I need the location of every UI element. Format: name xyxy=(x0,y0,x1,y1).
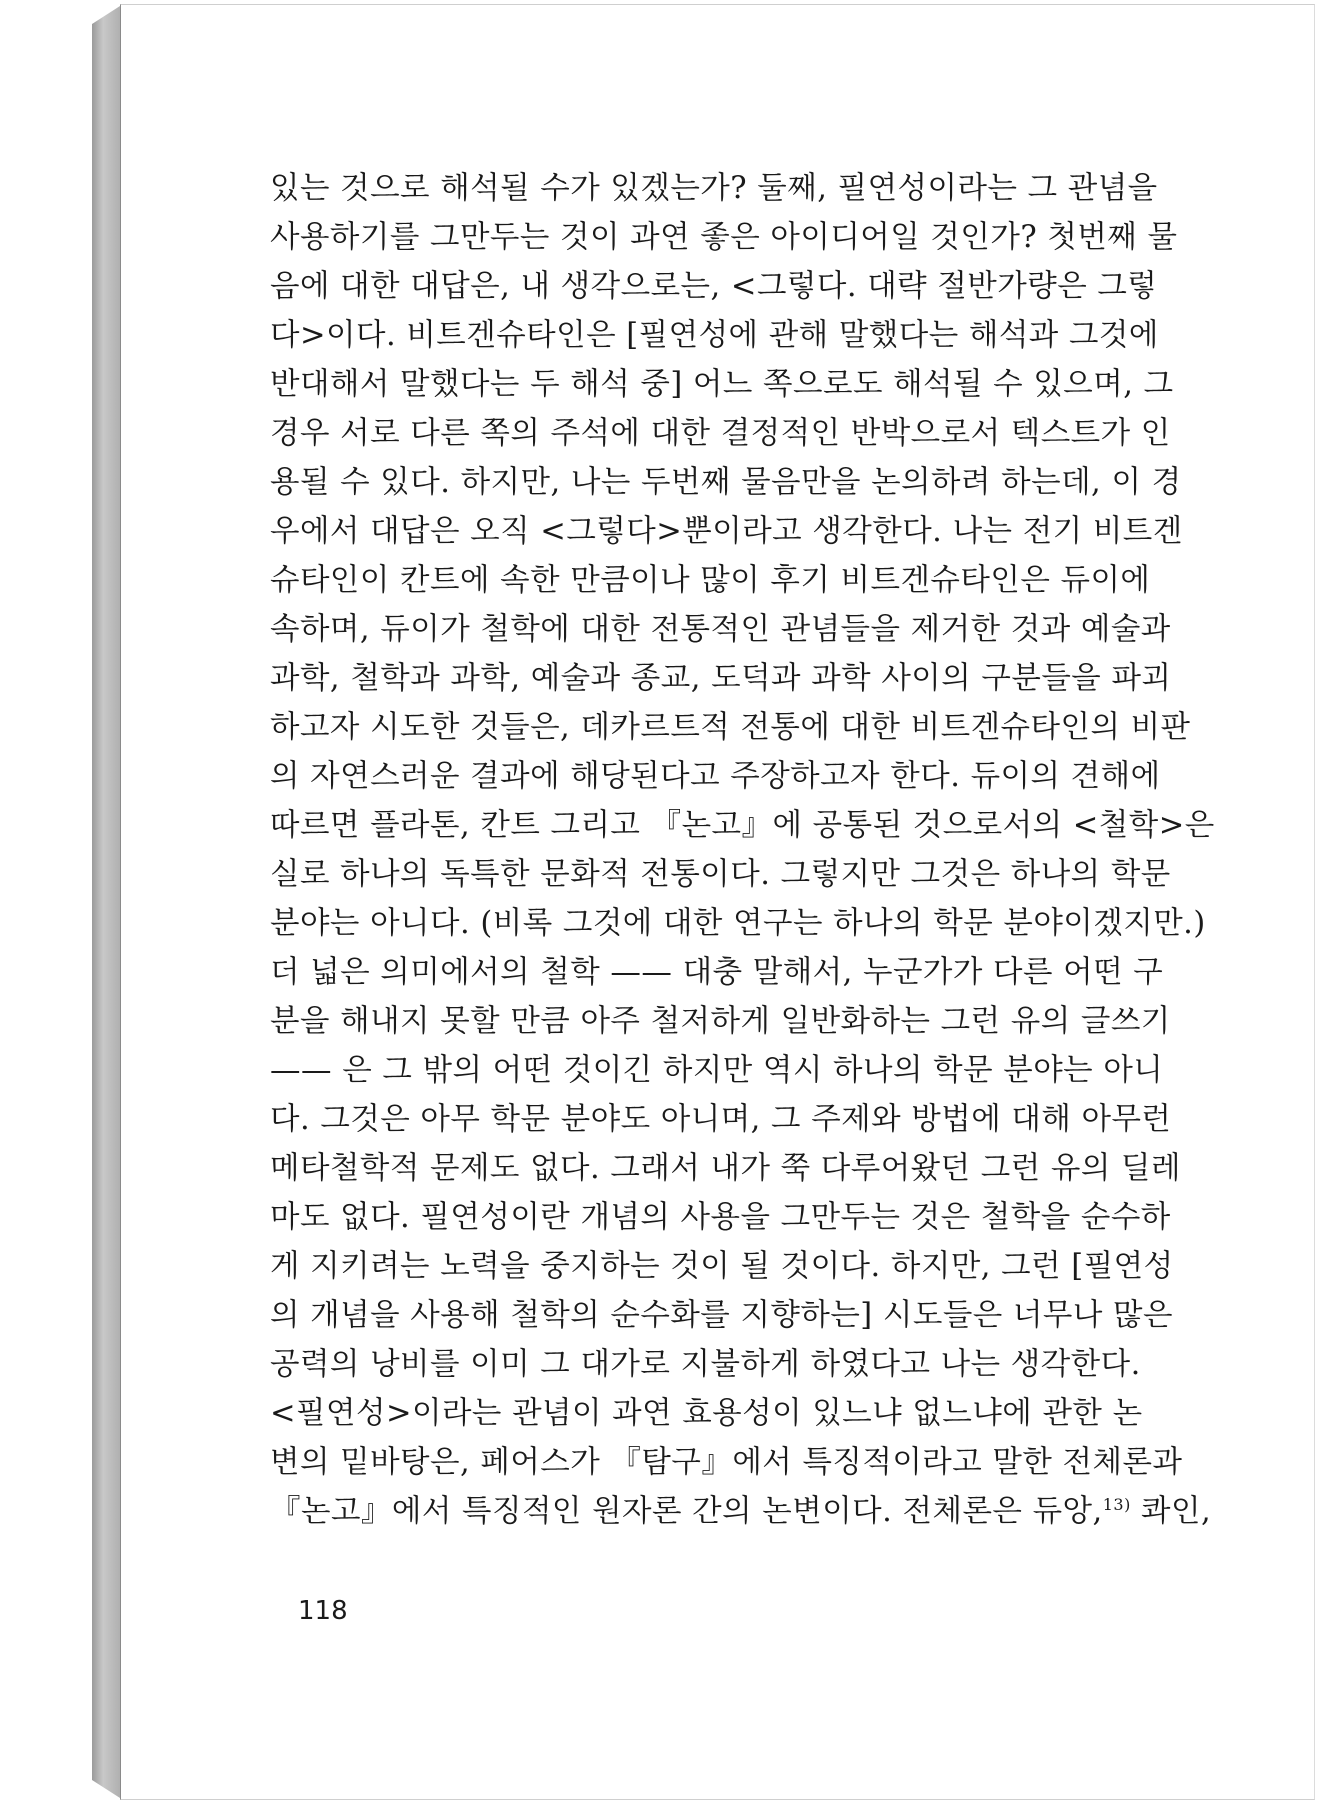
text-line: 마도 없다. 필연성이란 개념의 사용을 그만두는 것은 철학을 순수하 xyxy=(270,1200,1171,1235)
text-segment: 『논고』에서 특징적인 원자론 간의 논변이다. 전체론은 듀앙, xyxy=(270,1494,1103,1529)
text-line: 따르면 플라톤, 칸트 그리고 『논고』에 공통된 것으로서의 <철학>은 xyxy=(270,808,1215,843)
text-line: 하고자 시도한 것들은, 데카르트적 전통에 대한 비트겐슈타인의 비판 xyxy=(270,710,1191,745)
text-line: 슈타인이 칸트에 속한 만큼이나 많이 후기 비트겐슈타인은 듀이에 xyxy=(270,563,1151,598)
text-line: 경우 서로 다른 쪽의 주석에 대한 결정적인 반박으로서 텍스트가 인 xyxy=(270,416,1171,451)
text-line: 있는 것으로 해석될 수가 있겠는가? 둘째, 필연성이라는 그 관념을 xyxy=(270,171,1158,206)
text-line: 분야는 아니다. (비록 그것에 대한 연구는 하나의 학문 분야이겠지만.) xyxy=(270,906,1206,941)
text-line: <필연성>이라는 관념이 과연 효용성이 있느냐 없느냐에 관한 논 xyxy=(270,1396,1143,1431)
text-line: 더 넓은 의미에서의 철학 —— 대충 말해서, 누군가가 다른 어떤 구 xyxy=(270,955,1164,990)
text-line: 용될 수 있다. 하지만, 나는 두번째 물음만을 논의하려 하는데, 이 경 xyxy=(270,465,1182,500)
page-number: 118 xyxy=(298,1596,348,1626)
text-line: 실로 하나의 독특한 문화적 전통이다. 그렇지만 그것은 하나의 학문 xyxy=(270,857,1171,892)
text-line: 공력의 낭비를 이미 그 대가로 지불하게 하였다고 나는 생각한다. xyxy=(270,1347,1141,1382)
text-line: 변의 밑바탕은, 페어스가 『탐구』에서 특징적이라고 말한 전체론과 xyxy=(270,1445,1183,1480)
text-line: 다. 그것은 아무 학문 분야도 아니며, 그 주제와 방법에 대해 아무런 xyxy=(270,1102,1172,1137)
text-line: 음에 대한 대답은, 내 생각으로는, <그렇다. 대략 절반가량은 그렇 xyxy=(270,269,1158,304)
text-segment: 콰인, xyxy=(1130,1494,1212,1529)
text-line: 메타철학적 문제도 없다. 그래서 내가 쭉 다루어왔던 그런 유의 딜레 xyxy=(270,1151,1181,1186)
text-line: 반대해서 말했다는 두 해석 중] 어느 쪽으로도 해석될 수 있으며, 그 xyxy=(270,367,1174,402)
text-line: 우에서 대답은 오직 <그렇다>뿐이라고 생각한다. 나는 전기 비트겐 xyxy=(270,514,1183,549)
text-line: 의 개념을 사용해 철학의 순수화를 지향하는] 시도들은 너무나 많은 xyxy=(270,1298,1173,1333)
book-spine xyxy=(92,6,120,1798)
text-line: 분을 해내지 못할 만큼 아주 철저하게 일반화하는 그런 유의 글쓰기 xyxy=(270,1004,1171,1039)
text-line: —— 은 그 밖의 어떤 것이긴 하지만 역시 하나의 학문 분야는 아니 xyxy=(270,1053,1164,1088)
text-line: 다>이다. 비트겐슈타인은 [필연성에 관해 말했다는 해석과 그것에 xyxy=(270,318,1159,353)
footnote-mark: 13) xyxy=(1102,1494,1131,1514)
text-line: 과학, 철학과 과학, 예술과 종교, 도덕과 과학 사이의 구분들을 파괴 xyxy=(270,661,1172,696)
text-line-with-footnote xyxy=(270,1487,1212,1536)
text-line: 속하며, 듀이가 철학에 대한 전통적인 관념들을 제거한 것과 예술과 xyxy=(270,612,1171,647)
text-line: 사용하기를 그만두는 것이 과연 좋은 아이디어일 것인가? 첫번째 물 xyxy=(270,220,1178,255)
text-line: 의 자연스러운 결과에 해당된다고 주장하고자 한다. 듀이의 견해에 xyxy=(270,759,1161,794)
body-text xyxy=(270,164,1215,1536)
text-line: 게 지키려는 노력을 중지하는 것이 될 것이다. 하지만, 그런 [필연성 xyxy=(270,1249,1174,1284)
